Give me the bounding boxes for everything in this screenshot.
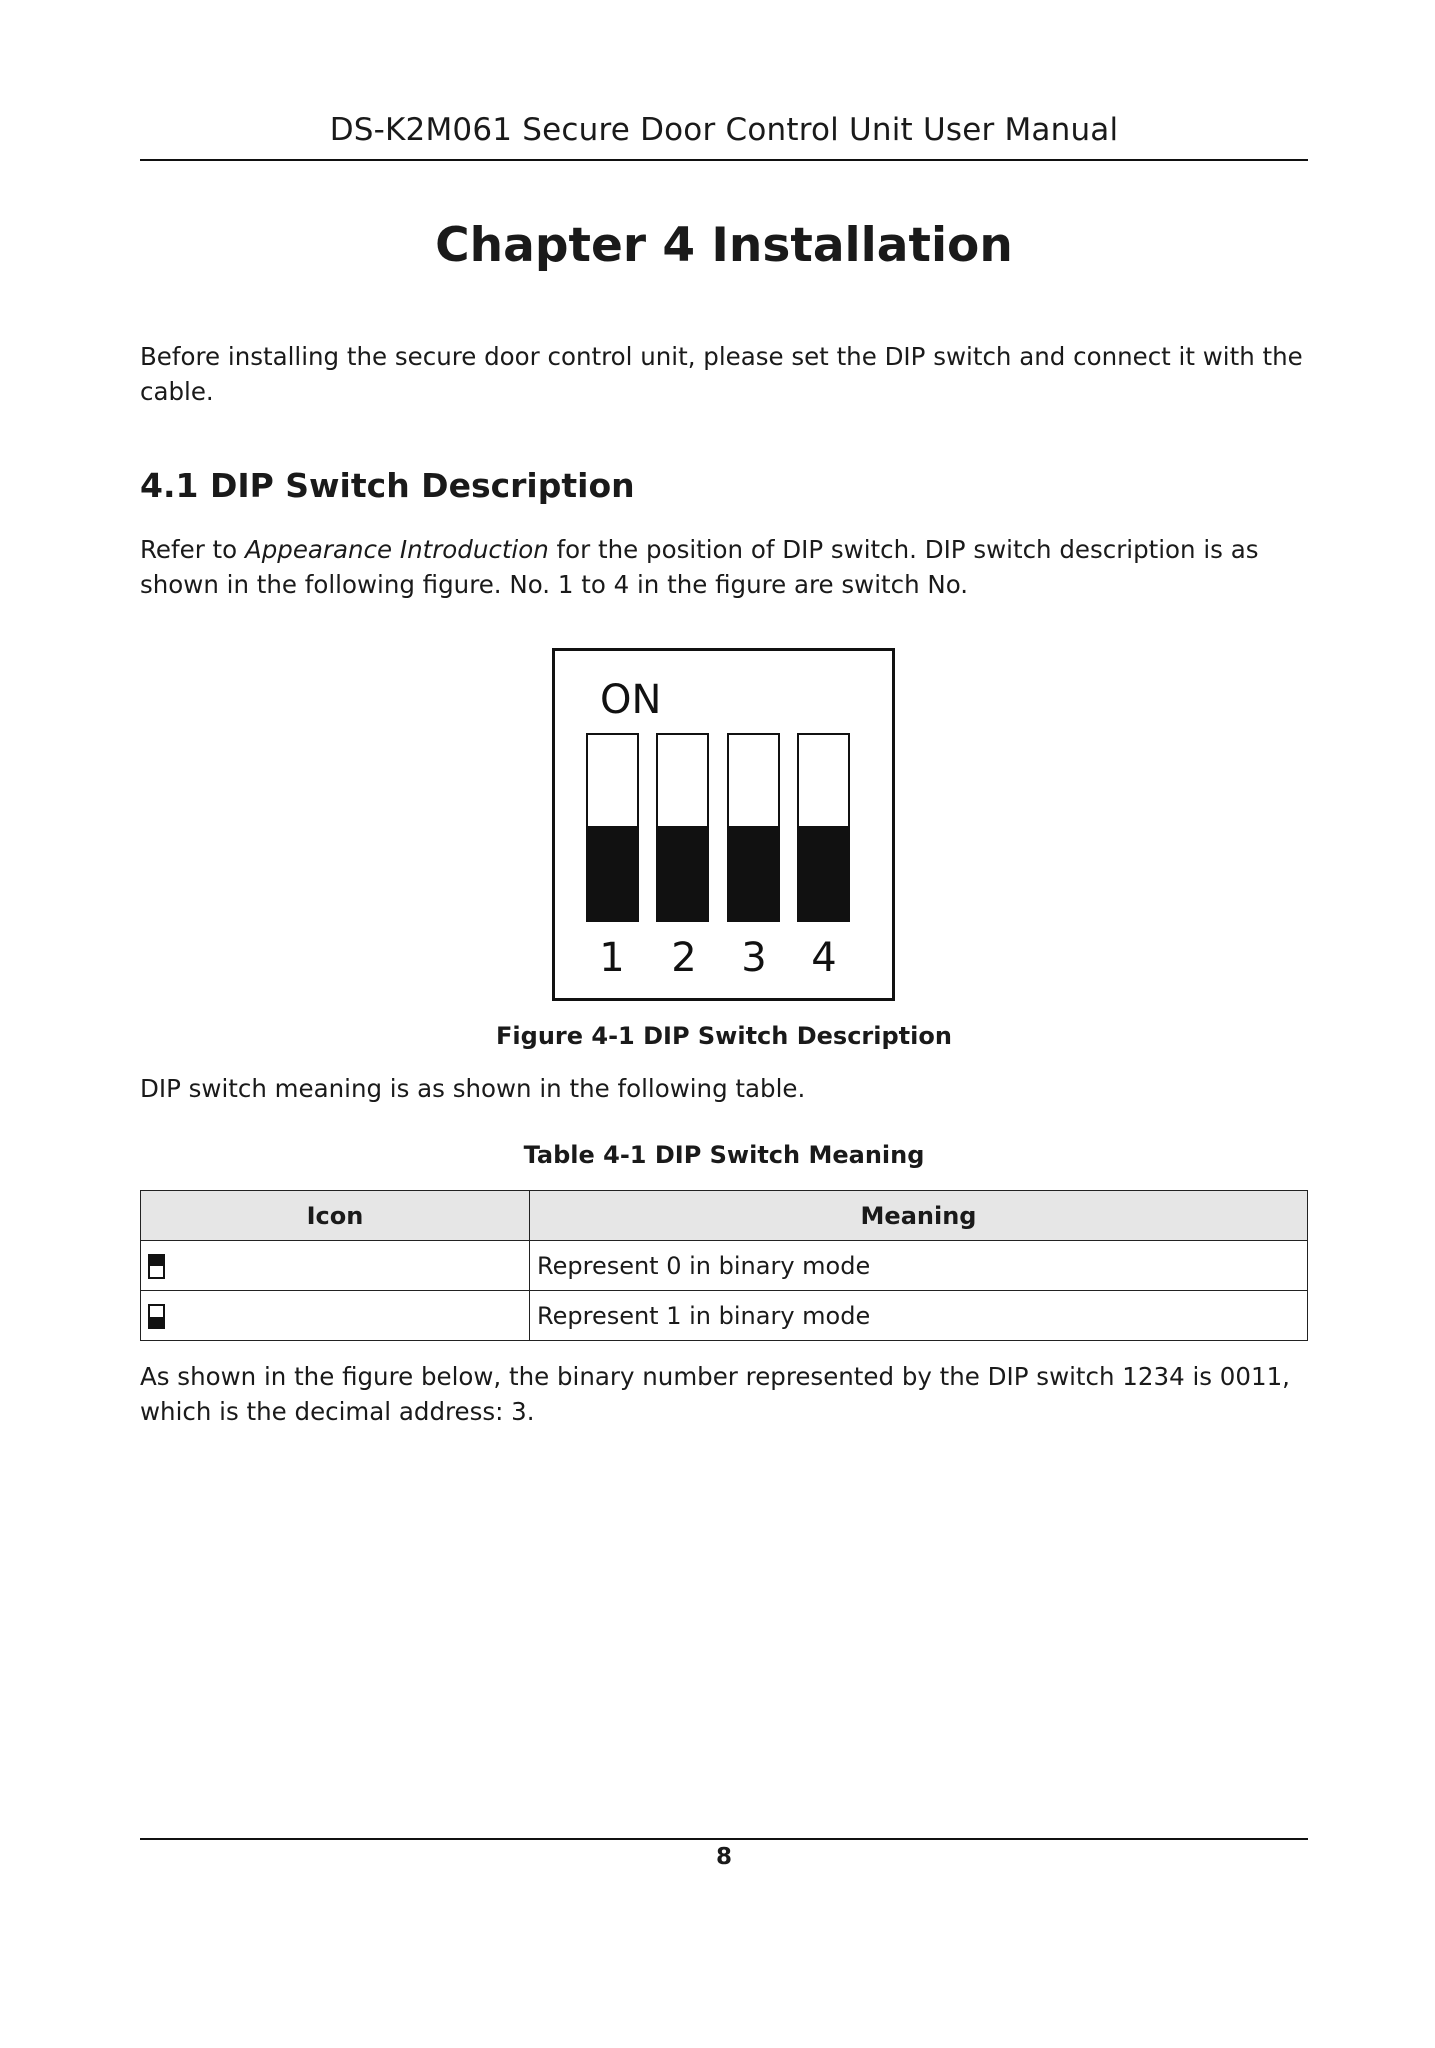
dip-switch-figure: [552, 648, 895, 1001]
dip-switch-4-lever: [798, 826, 849, 921]
table-row: [141, 1291, 1308, 1341]
dip-switch-number-4: 4: [811, 935, 837, 981]
page-header: DS-K2M061 Secure Door Control Unit User Manual: [329, 112, 1119, 148]
table-header-row: [141, 1191, 1308, 1241]
header-rule: [140, 159, 1308, 161]
meaning-cell: Represent 1 in binary mode: [530, 1291, 1308, 1341]
dip-switch-number-2: 2: [671, 935, 697, 981]
dip-switch-number-3: 3: [741, 935, 767, 981]
intro-paragraph: Before installing the secure door control unit, please set the DIP switch and connect it with the cable.: [140, 342, 1303, 406]
figure-caption: Figure 4-1 DIP Switch Description: [496, 1022, 952, 1050]
dip-switch-down-icon: [148, 1304, 165, 1329]
dip-switch-3: [728, 734, 779, 921]
dip-switch-1: [587, 734, 638, 921]
table-row: [141, 1241, 1308, 1291]
section-paragraph: [140, 532, 1308, 602]
dip-switch-1-lever: [587, 826, 638, 921]
icon-cell: [141, 1291, 530, 1341]
icon-cell: [141, 1241, 530, 1291]
meaning-column-header: Meaning: [530, 1191, 1308, 1241]
chapter-title: Chapter 4 Installation: [435, 218, 1013, 273]
appearance-introduction-reference: Appearance Introduction: [244, 535, 549, 564]
meaning-cell: Represent 0 in binary mode: [530, 1241, 1308, 1291]
dip-on-label: ON: [600, 677, 662, 723]
dip-switch-2: [657, 734, 708, 921]
section-paragraph-prefix: Refer to: [140, 535, 245, 564]
dip-switch-4: [798, 734, 849, 921]
dip-meaning-table: [140, 1190, 1308, 1341]
dip-switch-2-lever: [657, 826, 708, 921]
dip-switch-up-icon: [148, 1254, 165, 1279]
table-caption: Table 4-1 DIP Switch Meaning: [523, 1141, 925, 1169]
section-title: 4.1 DIP Switch Description: [140, 466, 635, 505]
closing-paragraph: As shown in the figure below, the binary number represented by the DIP switch 1234 is 0011, which is the decimal address: 3.: [140, 1362, 1290, 1426]
dip-switch-3-lever: [728, 826, 779, 921]
footer-rule: [140, 1838, 1308, 1840]
icon-column-header: Icon: [141, 1191, 530, 1241]
table-intro: DIP switch meaning is as shown in the following table.: [140, 1074, 806, 1103]
dip-switch-number-1: 1: [599, 935, 625, 981]
section-paragraph-suffix: for the position of DIP switch. DIP switch description is as shown in the following figure. No. 1 to 4 in the figure are switch No.: [140, 535, 1259, 599]
page-number: 8: [715, 1844, 732, 1870]
